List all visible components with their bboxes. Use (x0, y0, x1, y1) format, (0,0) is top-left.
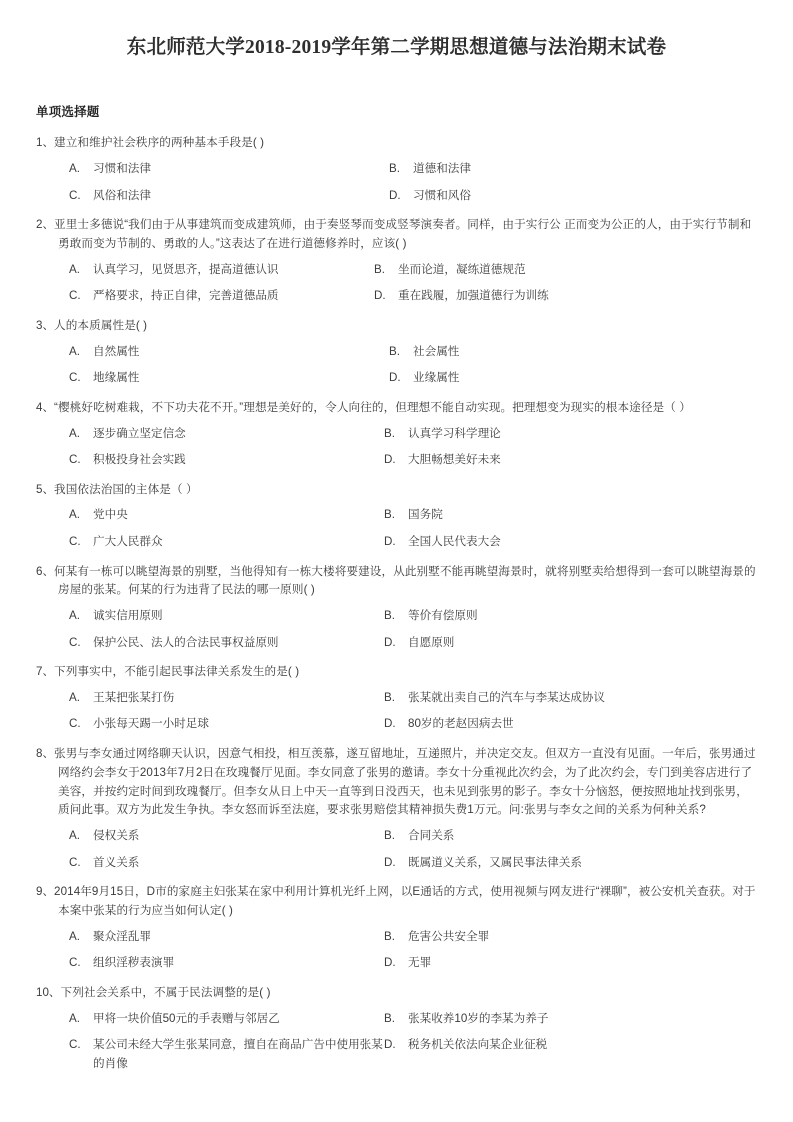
question-stem (36, 317, 757, 336)
option-letter: B. (389, 162, 400, 176)
option-text: 地缘属性 (93, 371, 140, 385)
option-row (69, 261, 757, 280)
option-b[interactable] (389, 343, 757, 362)
option-text: 道德和法律 (413, 162, 471, 176)
question-stem-text: 建立和维护社会秩序的两种基本手段是( ) (54, 136, 265, 150)
option-letter: D. (384, 956, 396, 970)
question-item (36, 745, 757, 872)
option-c[interactable] (69, 287, 374, 306)
option-text: 习惯和法律 (93, 162, 151, 176)
option-letter: C. (69, 855, 81, 869)
option-d[interactable] (374, 287, 757, 306)
option-text: 积极投身社会实践 (93, 453, 186, 467)
option-letter: A. (69, 690, 80, 704)
option-a[interactable] (69, 1010, 384, 1029)
question-number: 9、 (36, 885, 55, 899)
option-letter: D. (374, 289, 386, 303)
option-d[interactable] (384, 451, 757, 470)
option-text: 税务机关依法向某企业征税 (408, 1038, 548, 1052)
option-letter: B. (384, 1011, 395, 1025)
option-a[interactable] (69, 343, 389, 362)
option-group (36, 1010, 757, 1074)
question-item (36, 984, 757, 1073)
option-text: 广大人民群众 (93, 534, 163, 548)
question-number: 5、 (36, 482, 55, 496)
option-row (69, 827, 757, 846)
option-d[interactable] (384, 533, 757, 552)
question-number: 7、 (36, 665, 55, 679)
question-item (36, 883, 757, 973)
option-text: 严格要求，持正自律，完善道德品质 (93, 289, 279, 303)
question-number: 8、 (36, 747, 55, 761)
option-c[interactable] (69, 634, 384, 653)
question-stem-text: 人的本质属性是( ) (54, 318, 148, 332)
option-c[interactable] (69, 954, 384, 973)
option-text: 坐而论道，凝练道德规范 (398, 262, 526, 276)
option-text: 诚实信用原则 (93, 609, 163, 623)
option-letter: C. (69, 371, 81, 385)
option-letter: B. (384, 508, 395, 522)
option-letter: A. (69, 508, 80, 522)
option-letter: A. (69, 929, 80, 943)
question-item (36, 216, 757, 306)
option-row (69, 607, 757, 626)
option-letter: D. (384, 534, 396, 548)
option-letter: D. (384, 855, 396, 869)
option-row (69, 689, 757, 708)
option-text: 风俗和法律 (93, 188, 151, 202)
option-text: 社会属性 (413, 344, 460, 358)
option-text: 张某收养10岁的李某为养子 (408, 1011, 549, 1025)
option-d[interactable] (384, 1036, 757, 1055)
option-row (69, 928, 757, 947)
question-stem-text: 何某有一栋可以眺望海景的别墅，当他得知有一栋大楼将要建设，从此别墅不能再眺望海景时，就将别墅卖给想得到一套可以眺望海景的房屋的张某。何某的行为违背了民法的哪一原则( ) (54, 564, 756, 597)
option-letter: A. (69, 162, 80, 176)
option-letter: D. (384, 453, 396, 467)
option-text: 认真学习科学理论 (408, 426, 501, 440)
question-stem (36, 216, 757, 254)
option-group (36, 827, 757, 872)
option-row (69, 715, 757, 734)
option-c[interactable] (69, 1036, 384, 1073)
question-stem-text: 2014年9月15日，D市的家庭主妇张某在家中利用计算机光纤上网，以E通话的方式，使用视频与网友进行“裸聊”，被公安机关查获。对于本案中张某的行为应当如何认定( ) (54, 885, 756, 918)
option-text: 全国人民代表大会 (408, 534, 501, 548)
option-text: 无罪 (408, 956, 432, 970)
option-a[interactable] (69, 689, 384, 708)
option-a[interactable] (69, 160, 389, 179)
option-letter: B. (384, 929, 395, 943)
option-group (36, 928, 757, 973)
option-group (36, 261, 757, 306)
option-a[interactable] (69, 425, 384, 444)
option-d[interactable] (389, 187, 757, 206)
option-text: 自愿原则 (408, 635, 455, 649)
option-text: 保护公民、法人的合法民事权益原则 (93, 635, 279, 649)
option-row (69, 954, 757, 973)
question-stem (36, 663, 757, 682)
option-letter: A. (69, 1011, 80, 1025)
option-letter: C. (69, 717, 81, 731)
option-b[interactable] (384, 425, 757, 444)
option-b[interactable] (384, 827, 757, 846)
question-item (36, 563, 757, 653)
option-b[interactable] (374, 261, 757, 280)
option-letter: B. (374, 262, 385, 276)
option-letter: D. (384, 1038, 396, 1052)
option-letter: A. (69, 426, 80, 440)
option-text: 逐步确立坚定信念 (93, 426, 186, 440)
option-text: 某公司未经大学生张某同意，擅自在商品广告中使用张某的肖像 (93, 1038, 383, 1070)
option-b[interactable] (384, 607, 757, 626)
option-row (69, 1036, 757, 1073)
option-letter: C. (69, 956, 81, 970)
question-stem-text: 亚里士多德说“我们由于从事建筑而变成建筑师，由于奏竖琴而变成竖琴演奏者。同样，由于实行公 正而变为公正的人，由于实行节制和勇敢而变为节制的、勇敢的人。”这表达了在进行道德修养时，应该( ) (54, 218, 752, 250)
question-stem (36, 399, 757, 418)
option-text: 组织淫秽表演罪 (93, 956, 175, 970)
option-c[interactable] (69, 369, 389, 388)
option-letter: A. (69, 609, 80, 623)
question-stem-text: 下列社会关系中，不属于民法调整的是( ) (60, 985, 271, 999)
option-group (36, 425, 757, 470)
option-row (69, 160, 757, 179)
option-a[interactable] (69, 928, 384, 947)
option-letter: D. (389, 188, 401, 202)
section-heading-single-choice: 单项选择题 (36, 105, 100, 120)
question-stem (36, 134, 757, 153)
option-letter: B. (384, 426, 395, 440)
option-b[interactable] (384, 928, 757, 947)
question-number: 4、 (36, 400, 55, 414)
option-letter: B. (384, 690, 395, 704)
option-row (69, 533, 757, 552)
option-a[interactable] (69, 261, 374, 280)
option-group (36, 343, 757, 388)
option-c[interactable] (69, 187, 389, 206)
option-letter: C. (69, 1038, 81, 1052)
question-number: 1、 (36, 136, 55, 150)
option-text: 80岁的老赵因病去世 (408, 717, 514, 731)
option-text: 合同关系 (408, 829, 455, 843)
option-letter: B. (384, 829, 395, 843)
option-d[interactable] (384, 854, 757, 873)
option-text: 既属道义关系，又属民事法律关系 (408, 855, 582, 869)
option-letter: B. (384, 609, 395, 623)
option-text: 甲将一块价值50元的手表赠与邻居乙 (93, 1011, 280, 1025)
question-stem (36, 745, 757, 820)
option-a[interactable] (69, 506, 384, 525)
option-c[interactable] (69, 451, 384, 470)
question-number: 6、 (36, 564, 55, 578)
option-text: 大胆畅想美好未来 (408, 453, 501, 467)
option-text: 重在践履，加强道德行为训练 (398, 289, 549, 303)
option-letter: A. (69, 829, 80, 843)
option-group (36, 607, 757, 652)
question-stem-text: 我国依法治国的主体是（ ） (54, 482, 198, 496)
option-row (69, 425, 757, 444)
option-row (69, 343, 757, 362)
question-item (36, 481, 757, 552)
option-letter: C. (69, 635, 81, 649)
question-item (36, 399, 757, 470)
option-letter: D. (384, 635, 396, 649)
option-row (69, 854, 757, 873)
option-text: 自然属性 (93, 344, 140, 358)
option-text: 危害公共安全罪 (408, 929, 490, 943)
option-text: 党中央 (93, 508, 128, 522)
option-text: 习惯和风俗 (413, 188, 471, 202)
option-c[interactable] (69, 533, 384, 552)
option-group (36, 506, 757, 551)
option-row (69, 369, 757, 388)
option-text: 侵权关系 (93, 829, 140, 843)
option-b[interactable] (384, 689, 757, 708)
option-row (69, 187, 757, 206)
question-stem-text: “樱桃好吃树难栽，不下功夫花不开。”理想是美好的，令人向往的，但理想不能自动实现。把理想变为现实的根本途径是（ ） (54, 400, 691, 414)
option-text: 王某把张某打伤 (93, 690, 175, 704)
question-number: 10、 (36, 985, 61, 999)
question-number: 2、 (36, 218, 55, 232)
option-group (36, 689, 757, 734)
option-d[interactable] (384, 715, 757, 734)
option-text: 等价有偿原则 (408, 609, 478, 623)
question-item (36, 663, 757, 734)
question-stem (36, 481, 757, 500)
option-b[interactable] (389, 160, 757, 179)
option-row (69, 287, 757, 306)
option-group (36, 160, 757, 205)
option-letter: D. (389, 371, 401, 385)
page-title: 东北师范大学2018-2019学年第二学期思想道德与法治期末试卷 (126, 37, 667, 58)
question-stem-text: 张男与李女通过网络聊天认识，因意气相投，相互羡慕，遂互留地址，互递照片，并决定交友。但双方一直没有见面。一年后，张男通过网络约会李女于2013年7月2日在玫瑰餐厅见面。李女同意了张男的邀请。李女十分重视此次约会，为了此次约会，专门到美容店进行了美容，并按约定时间到玫瑰餐厅。但李女从日上中天一直等到日没西天，也未见到张男的影子。李女十分恼怒，便按照地址找到张男，质问此事。双方为此发生争执。李女怒而诉至法庭，要求张男赔偿其精神损失费1万元。问:张男与李女之间的关系为何种关系? (54, 747, 756, 817)
option-row (69, 634, 757, 653)
question-item (36, 134, 757, 205)
option-c[interactable] (69, 715, 384, 734)
option-c[interactable] (69, 854, 384, 873)
question-stem-text: 下列事实中，不能引起民事法律关系发生的是( ) (54, 665, 300, 679)
question-stem (36, 563, 757, 601)
option-text: 聚众淫乱罪 (93, 929, 151, 943)
option-b[interactable] (384, 506, 757, 525)
option-letter: C. (69, 534, 81, 548)
question-number: 3、 (36, 318, 55, 332)
option-letter: C. (69, 289, 81, 303)
option-a[interactable] (69, 607, 384, 626)
option-row (69, 1010, 757, 1029)
option-letter: C. (69, 453, 81, 467)
question-list (36, 134, 757, 1073)
option-text: 认真学习，见贤思齐，提高道德认识 (93, 262, 279, 276)
option-text: 首义关系 (93, 855, 140, 869)
option-text: 张某就出卖自己的汽车与李某达成协议 (408, 690, 606, 704)
option-text: 小张每天踢一小时足球 (93, 717, 209, 731)
option-letter: C. (69, 188, 81, 202)
option-d[interactable] (384, 634, 757, 653)
option-letter: B. (389, 344, 400, 358)
question-stem (36, 883, 757, 921)
question-item (36, 317, 757, 388)
option-letter: D. (384, 717, 396, 731)
option-row (69, 451, 757, 470)
option-text: 国务院 (408, 508, 443, 522)
option-b[interactable] (384, 1010, 757, 1029)
option-letter: A. (69, 262, 80, 276)
option-a[interactable] (69, 827, 384, 846)
option-letter: A. (69, 344, 80, 358)
option-d[interactable] (384, 954, 757, 973)
option-row (69, 506, 757, 525)
option-text: 业缘属性 (413, 371, 460, 385)
question-stem (36, 984, 757, 1003)
option-d[interactable] (389, 369, 757, 388)
